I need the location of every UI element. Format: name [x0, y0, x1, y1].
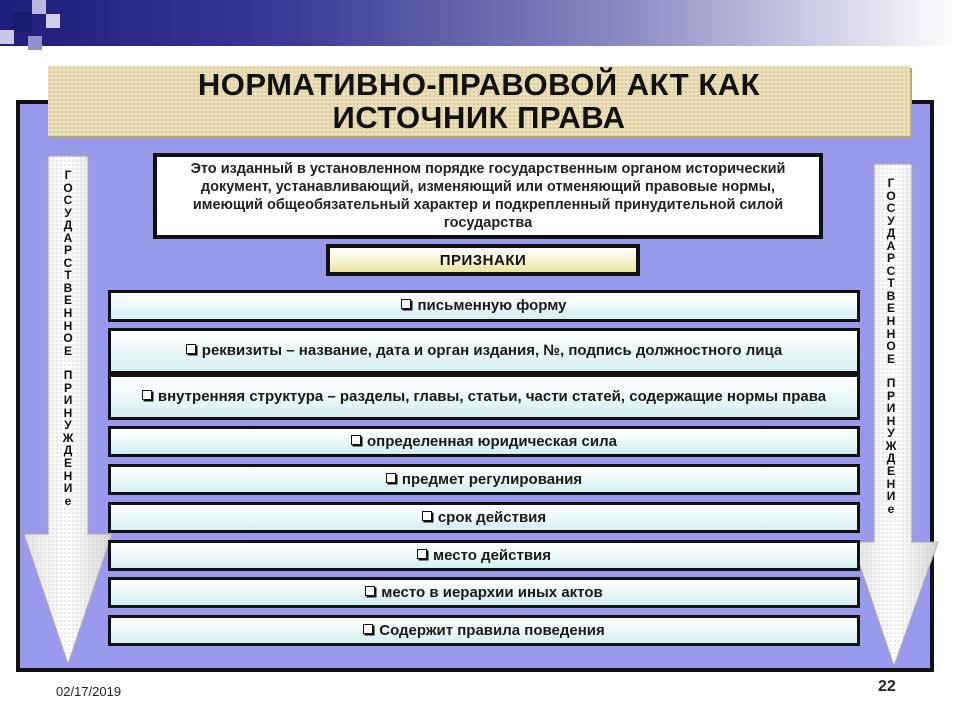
- decor-square: [46, 14, 60, 28]
- checkbox-bullet-icon: [401, 299, 411, 309]
- feature-item: [108, 464, 860, 495]
- slide-title-line-1: НОРМАТИВНО-ПРАВОВОЙ АКТ КАК: [197, 67, 761, 102]
- side-label-word-1: Г О С У Д А Р С Т В Е Н Н О Е: [886, 176, 896, 366]
- decor-square: [32, 0, 46, 14]
- side-label-word-1: Г О С У Д А Р С Т В Е Н Н О Е: [63, 168, 73, 358]
- decor-square: [12, 12, 32, 32]
- slide-title-line-2: ИСТОЧНИК ПРАВА: [332, 100, 626, 135]
- right-side-label: [881, 177, 901, 515]
- feature-text: место в иерархии иных актов: [381, 583, 603, 601]
- slide-date: 02/17/2019: [56, 684, 122, 699]
- top-decorative-band: [0, 0, 960, 46]
- feature-item: [108, 328, 860, 374]
- side-label-word-2: П Р И Н У Ж Д Е Н И е: [62, 368, 74, 508]
- left-side-label: [58, 169, 78, 507]
- checkbox-bullet-icon: [365, 586, 375, 596]
- feature-item: [108, 374, 860, 420]
- checkbox-bullet-icon: [351, 435, 361, 445]
- decor-square: [28, 36, 42, 50]
- feature-text: реквизиты – название, дата и орган издания, №, подпись должностного лица: [201, 342, 783, 359]
- feature-text: определенная юридическая сила: [367, 432, 617, 450]
- feature-text: предмет регулирования: [401, 470, 583, 488]
- feature-item: [108, 577, 860, 608]
- feature-item: [108, 290, 860, 322]
- checkbox-bullet-icon: [386, 473, 396, 483]
- feature-text: Содержит правила поведения: [379, 621, 605, 639]
- checkbox-bullet-icon: [186, 344, 196, 354]
- title-box: [48, 66, 910, 136]
- page-number: 22: [878, 678, 896, 695]
- signs-header: [326, 244, 640, 276]
- definition-text: Это изданный в установленном порядке государственным органом исторический документ, устанавливающий, изменяющий или отменяющий правовые нормы, имеющий общеобязательный характер и подкрепленный принудительной силой государства: [190, 161, 786, 231]
- feature-item: [108, 615, 860, 646]
- definition-box: [153, 153, 823, 239]
- checkbox-bullet-icon: [363, 624, 373, 634]
- feature-text: срок действия: [437, 508, 547, 526]
- feature-text: внутренняя структура – разделы, главы, статьи, части статей, содержащие нормы права: [157, 388, 827, 405]
- feature-item: [108, 540, 860, 571]
- checkbox-bullet-icon: [422, 511, 432, 521]
- decor-square: [0, 30, 14, 44]
- side-label-word-2: П Р И Н У Ж Д Е Н И е: [885, 376, 897, 516]
- feature-text: место действия: [432, 546, 552, 564]
- signs-label: ПРИЗНАКИ: [330, 248, 636, 272]
- feature-item: [108, 426, 860, 457]
- feature-text: письменную форму: [417, 297, 567, 314]
- feature-item: [108, 502, 860, 533]
- checkbox-bullet-icon: [417, 549, 427, 559]
- checkbox-bullet-icon: [142, 390, 152, 400]
